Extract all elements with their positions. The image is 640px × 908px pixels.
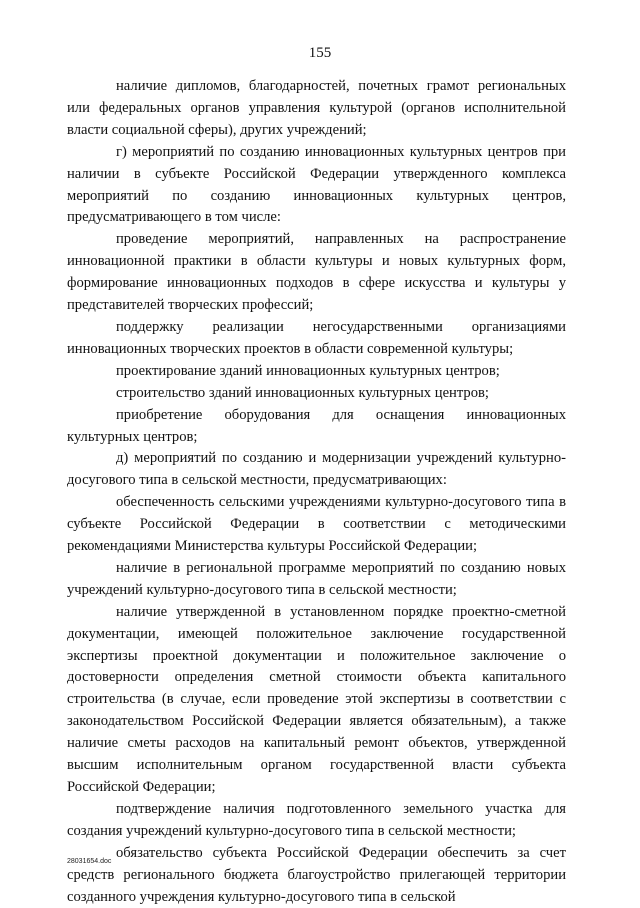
paragraph: подтверждение наличия подготовленного земельного участка для создания учреждений культурно-досугового типа в сельской местности; (67, 800, 566, 839)
paragraph: поддержку реализации негосударственными организациями инновационных творческих проектов в области современной культуры; (67, 318, 566, 357)
paragraph: проектирование зданий инновационных культурных центров; (116, 362, 500, 379)
footer-filename: 28031654.doc (67, 858, 112, 865)
paragraph: приобретение оборудования для оснащения инновационных культурных центров; (67, 406, 566, 445)
paragraph: проведение мероприятий, направленных на распространение инновационной практики в области культуры и новых культурных форм, формирование инновационных подходов в сфере искусства и культуры у представителей творческих профессий; (67, 231, 566, 314)
paragraph: д) мероприятий по созданию и модернизации учреждений культурно-досугового типа в сельской местности, предусматривающих: (67, 450, 566, 489)
paragraph: г) мероприятий по созданию инновационных культурных центров при наличии в субъекте Российской Федерации утвержденного комплекса мероприятий по созданию инновационных культурных центров, предусматривающего в том числе: (67, 143, 566, 226)
paragraph: обязательство субъекта Российской Федерации обеспечить за счет средств регионального бюджета благоустройство прилегающей территории созданного учреждения культурно-досугового типа в сельской (67, 844, 566, 905)
paragraph: наличие дипломов, благодарностей, почетных грамот региональных или федеральных органов управления культурой (органов исполнительной власти социальной сферы), других учреждений; (67, 78, 566, 138)
paragraph: наличие утвержденной в установленном порядке проектно-сметной документации, имеющей положительное заключение государственной экспертизы проектной документации и положительное заключение о достоверности определения сметной стоимости объекта капитального строительства (в случае, если проведение этой экспертизы в соответствии с законодательством Российской Федерации является обязательным), а также наличие сметы расходов на капитальный ремонт объектов, утвержденной высшим исполнительным органом государственной власти субъекта Российской Федерации; (67, 603, 566, 795)
paragraph: строительство зданий инновационных культурных центров; (116, 384, 489, 401)
document-body (67, 76, 566, 908)
paragraph: наличие в региональной программе мероприятий по созданию новых учреждений культурно-досугового типа в сельской местности; (67, 559, 566, 598)
page-number: 155 (308, 45, 332, 61)
paragraph: обеспеченность сельскими учреждениями культурно-досугового типа в субъекте Российской Федерации в соответствии с методическими рекомендациями Министерства культуры Российской Федерации; (67, 494, 566, 555)
